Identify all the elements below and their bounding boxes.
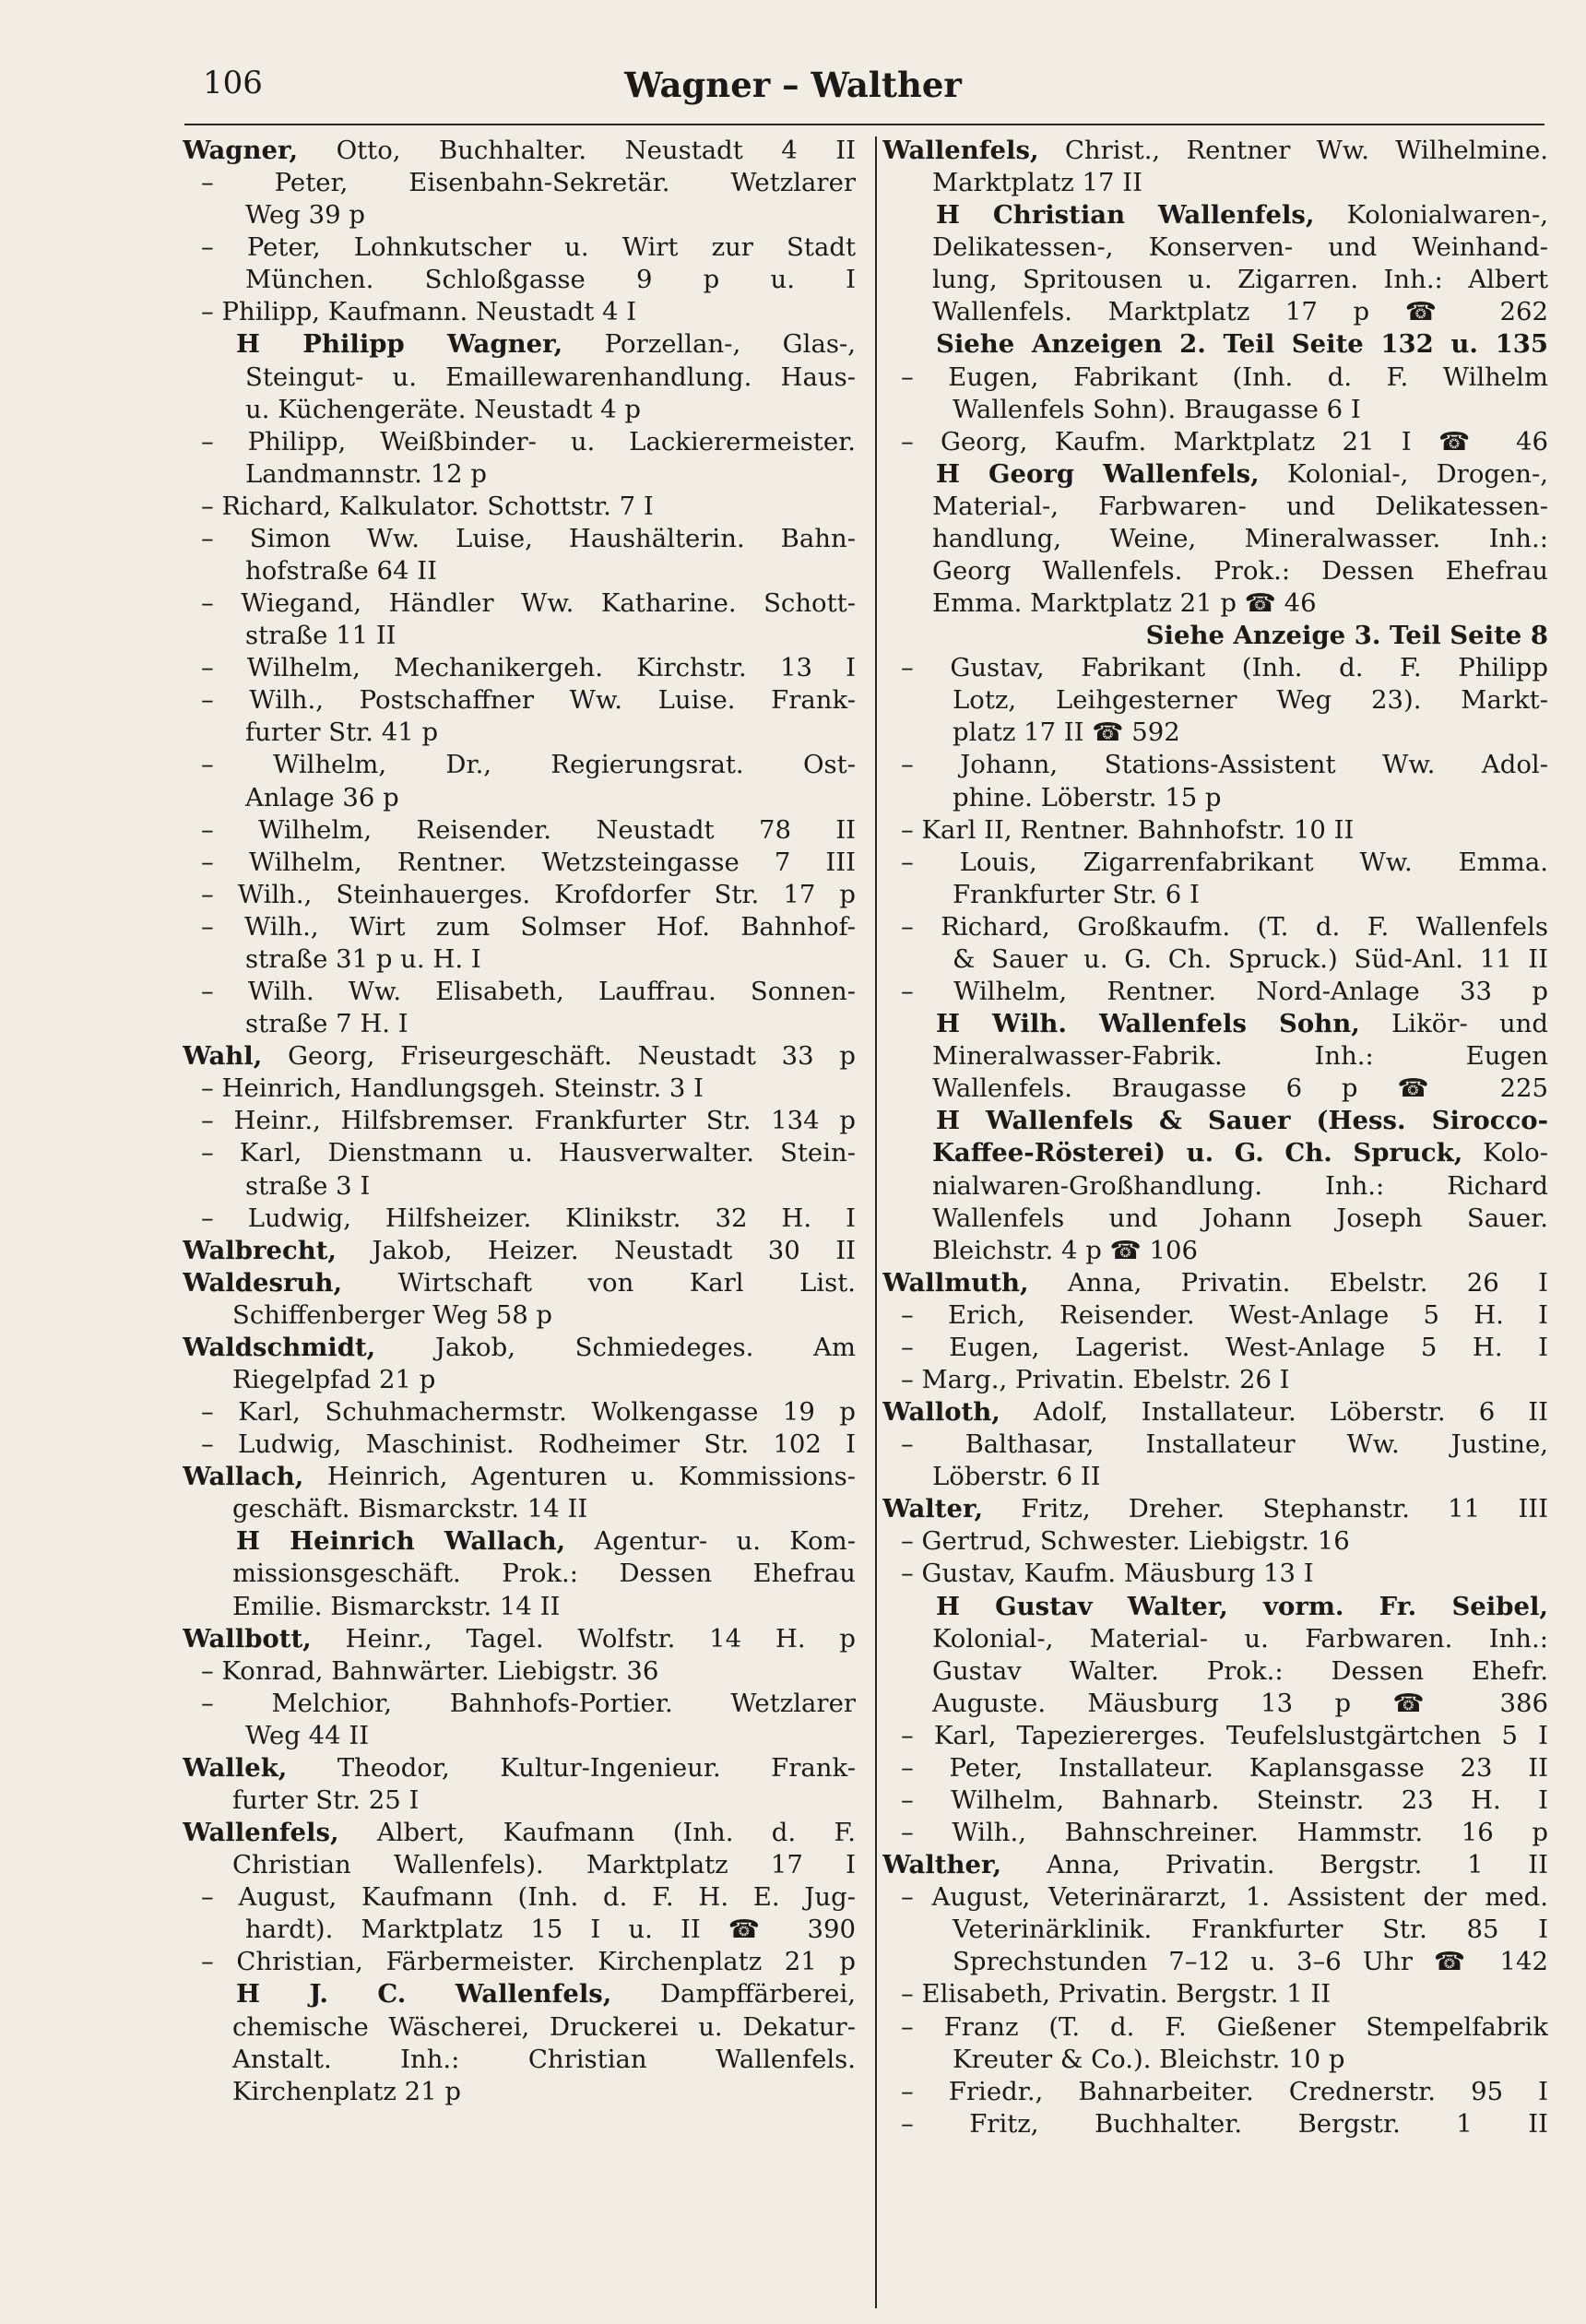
entry-name: H J. C. Wallenfels,: [236, 1979, 612, 2010]
directory-line: – Eugen, Fabrikant (Inh. d. F. Wilhelm: [901, 362, 1548, 392]
entry-name: Walther,: [882, 1850, 1002, 1880]
directory-line: Walbrecht, Jakob, Heizer. Neustadt 30 II: [183, 1235, 856, 1265]
directory-line: Bleichstr. 4 p ☎ 106: [932, 1235, 1199, 1265]
directory-line: & Sauer u. G. Ch. Spruck.) Süd-Anl. 11 II: [953, 943, 1548, 974]
directory-line: Veterinärklinik. Frankfurter Str. 85 I: [953, 1915, 1548, 1945]
directory-line: Landmannstr. 12 p: [245, 458, 487, 489]
directory-line: – Franz (T. d. F. Gießener Stempelfabrik: [901, 2011, 1548, 2042]
entry-name: Wallenfels,: [183, 1818, 339, 1848]
directory-line: Emilie. Bismarckstr. 14 II: [232, 1591, 561, 1621]
directory-line: Weg 44 II: [245, 1720, 370, 1750]
running-title: Wagner – Walther: [624, 65, 962, 105]
directory-line: Wallach, Heinrich, Agenturen u. Kommissions-: [183, 1462, 856, 1492]
directory-line: Riegelpfad 21 p: [232, 1364, 436, 1394]
directory-line: – Wilhelm, Rentner. Wetzsteingasse 7 III: [201, 847, 856, 877]
directory-line: – Eugen, Lagerist. West-Anlage 5 H. I: [901, 1332, 1548, 1362]
entry-name: Siehe Anzeigen 2. Teil Seite 132 u. 135: [936, 329, 1548, 360]
entry-name: H Heinrich Wallach,: [236, 1526, 566, 1557]
directory-line: München. Schloßgasse 9 p u. I: [245, 265, 856, 295]
directory-line: Waldesruh, Wirtschaft von Karl List.: [183, 1267, 856, 1298]
directory-line: Löberstr. 6 II: [932, 1462, 1101, 1492]
directory-line: Mineralwasser-Fabrik. Inh.: Eugen: [932, 1041, 1548, 1072]
directory-line: – Gustav, Fabrikant (Inh. d. F. Philipp: [901, 653, 1548, 683]
entry-name: Walter,: [882, 1494, 984, 1524]
directory-line: hardt). Marktplatz 15 I u. II ☎ 390: [245, 1915, 856, 1945]
directory-line: Lotz, Leihgesterner Weg 23). Markt-: [953, 685, 1548, 716]
directory-line: Gustav Walter. Prok.: Dessen Ehefr.: [932, 1655, 1548, 1686]
directory-line: – Erich, Reisender. West-Anlage 5 H. I: [901, 1299, 1548, 1330]
directory-line: – Simon Ww. Luise, Haushälterin. Bahn-: [201, 523, 856, 553]
directory-line: – Wilh. Ww. Elisabeth, Lauffrau. Sonnen-: [201, 977, 856, 1007]
directory-line: – Wiegand, Händler Ww. Katharine. Schott-: [201, 588, 856, 619]
directory-line: Wallenfels. Braugasse 6 p ☎ 225: [932, 1073, 1548, 1104]
directory-line: – Georg, Kaufm. Marktplatz 21 I ☎ 46: [901, 426, 1548, 456]
directory-line: Delikatessen-, Konserven- und Weinhand-: [932, 232, 1548, 263]
entry-name: Walbrecht,: [183, 1235, 337, 1265]
entry-name: Siehe Anzeige 3. Teil Seite 8: [1145, 621, 1548, 651]
directory-line: – Gertrud, Schwester. Liebigstr. 16: [901, 1526, 1350, 1557]
directory-line: – Louis, Zigarrenfabrikant Ww. Emma.: [901, 847, 1548, 877]
directory-line: Auguste. Mäusburg 13 p ☎ 386: [932, 1688, 1548, 1718]
entry-name: Wallach,: [183, 1462, 304, 1492]
directory-line: Sprechstunden 7–12 u. 3–6 Uhr ☎ 142: [953, 1947, 1548, 1977]
directory-line: – Heinr., Hilfsbremser. Frankfurter Str. 134 p: [201, 1106, 856, 1136]
directory-line: – Philipp, Weißbinder- u. Lackierermeister.: [201, 426, 856, 456]
directory-line: straße 7 H. I: [245, 1009, 408, 1039]
directory-line: H Georg Wallenfels, Kolonial-, Drogen-,: [936, 458, 1548, 489]
directory-line: hofstraße 64 II: [245, 556, 437, 587]
directory-line: – Wilhelm, Bahnarb. Steinstr. 23 H. I: [901, 1784, 1548, 1815]
directory-line: furter Str. 25 I: [232, 1784, 420, 1815]
directory-line: straße 31 p u. H. I: [245, 943, 481, 974]
entry-name: H Christian Wallenfels,: [936, 200, 1315, 231]
directory-line: – Fritz, Buchhalter. Bergstr. 1 II: [901, 2108, 1548, 2139]
directory-line: Emma. Marktplatz 21 p ☎ 46: [932, 588, 1317, 619]
entry-name: H Philipp Wagner,: [236, 329, 563, 360]
directory-line: Walther, Anna, Privatin. Bergstr. 1 II: [882, 1850, 1548, 1880]
directory-line: nialwaren-Großhandlung. Inh.: Richard: [932, 1170, 1548, 1201]
entry-name: H Wallenfels & Sauer (Hess. Sirocco-: [936, 1106, 1548, 1136]
column-divider: [875, 136, 877, 2308]
entry-name: Waldschmidt,: [183, 1332, 376, 1362]
directory-line: Schiffenberger Weg 58 p: [232, 1299, 553, 1330]
directory-line: – Heinrich, Handlungsgeh. Steinstr. 3 I: [201, 1073, 704, 1104]
directory-line: H Wilh. Wallenfels Sohn, Likör- und: [936, 1009, 1548, 1039]
directory-line: – Friedr., Bahnarbeiter. Crednerstr. 95 I: [901, 2076, 1548, 2106]
directory-line: chemische Wäscherei, Druckerei u. Dekatur-: [232, 2011, 856, 2042]
directory-line: – Melchior, Bahnhofs-Portier. Wetzlarer: [201, 1688, 856, 1718]
directory-line: Frankfurter Str. 6 I: [953, 879, 1200, 909]
directory-line: Anlage 36 p: [245, 782, 399, 812]
directory-line: u. Küchengeräte. Neustadt 4 p: [245, 394, 642, 424]
directory-line: – August, Veterinärarzt, 1. Assistent der med.: [901, 1882, 1548, 1913]
directory-line: H Heinrich Wallach, Agentur- u. Kom-: [236, 1526, 856, 1557]
directory-line: – Ludwig, Hilfsheizer. Klinikstr. 32 H. I: [201, 1203, 856, 1233]
directory-line: phine. Löberstr. 15 p: [953, 782, 1222, 812]
entry-name: Kaffee-Rösterei) u. G. Ch. Spruck,: [932, 1138, 1463, 1168]
directory-line: Kaffee-Rösterei) u. G. Ch. Spruck, Kolo-: [932, 1138, 1548, 1168]
entry-name: H Wilh. Wallenfels Sohn,: [936, 1009, 1360, 1039]
directory-line: Kreuter & Co.). Bleichstr. 10 p: [953, 2044, 1345, 2074]
directory-line: Wallenfels, Albert, Kaufmann (Inh. d. F.: [183, 1818, 856, 1848]
directory-line: Wagner, Otto, Buchhalter. Neustadt 4 II: [183, 136, 856, 165]
directory-line: Georg Wallenfels. Prok.: Dessen Ehefrau: [932, 556, 1548, 587]
directory-line: H J. C. Wallenfels, Dampffärberei,: [236, 1979, 856, 2010]
directory-line: – Karl, Dienstmann u. Hausverwalter. Stein-: [201, 1138, 856, 1168]
entry-name: Wallmuth,: [882, 1267, 1029, 1298]
right-column: [882, 135, 1548, 2140]
directory-line: – Karl II, Rentner. Bahnhofstr. 10 II: [901, 814, 1355, 845]
directory-line: – Johann, Stations-Assistent Ww. Adol-: [901, 750, 1548, 780]
directory-line: – Peter, Installateur. Kaplansgasse 23 II: [901, 1752, 1548, 1783]
entry-name: Wallenfels,: [882, 136, 1039, 165]
directory-line: – Christian, Färbermeister. Kirchenplatz 21 p: [201, 1947, 856, 1977]
directory-line: Marktplatz 17 II: [932, 168, 1142, 198]
directory-line: geschäft. Bismarckstr. 14 II: [232, 1494, 588, 1524]
directory-line: H Philipp Wagner, Porzellan-, Glas-,: [236, 329, 856, 360]
directory-line: – Karl, Tapeziererges. Teufelslustgärtchen 5 I: [901, 1720, 1548, 1750]
directory-line: – Richard, Großkaufm. (T. d. F. Wallenfels: [901, 911, 1548, 942]
directory-line: – Balthasar, Installateur Ww. Justine,: [901, 1429, 1548, 1460]
directory-line: – Philipp, Kaufmann. Neustadt 4 I: [201, 297, 637, 327]
directory-line: Wallbott, Heinr., Tagel. Wolfstr. 14 H. p: [183, 1623, 856, 1654]
directory-line: – Karl, Schuhmachermstr. Wolkengasse 19 p: [201, 1397, 856, 1428]
directory-line: – Marg., Privatin. Ebelstr. 26 I: [901, 1364, 1290, 1394]
entry-name: H Georg Wallenfels,: [936, 458, 1260, 489]
directory-line: [882, 620, 1548, 652]
directory-line: – Wilhelm, Dr., Regierungsrat. Ost-: [201, 750, 856, 780]
directory-line: Christian Wallenfels). Marktplatz 17 I: [232, 1850, 856, 1880]
directory-line: Walter, Fritz, Dreher. Stephanstr. 11 III: [882, 1494, 1548, 1524]
directory-line: Kolonial-, Material- u. Farbwaren. Inh.:: [932, 1623, 1548, 1654]
directory-line: – Elisabeth, Privatin. Bergstr. 1 II: [901, 1979, 1332, 2010]
entry-name: Wagner,: [183, 136, 299, 165]
directory-line: furter Str. 41 p: [245, 717, 439, 748]
directory-line: – Wilh., Postschaffner Ww. Luise. Frank-: [201, 685, 856, 716]
directory-line: H Christian Wallenfels, Kolonialwaren-,: [936, 200, 1548, 231]
header-rule: [184, 124, 1545, 125]
entry-name: Wallek,: [183, 1752, 288, 1783]
directory-line: Weg 39 p: [245, 200, 365, 231]
directory-line: [882, 328, 1548, 361]
directory-line: Anstalt. Inh.: Christian Wallenfels.: [232, 2044, 856, 2074]
directory-line: Wallenfels. Marktplatz 17 p ☎ 262: [932, 297, 1548, 327]
directory-line: Wallenfels Sohn). Braugasse 6 I: [953, 394, 1361, 424]
entry-name: Wallbott,: [183, 1623, 312, 1654]
directory-line: – Gustav, Kaufm. Mäusburg 13 I: [901, 1559, 1314, 1589]
directory-line: – Konrad, Bahnwärter. Liebigstr. 36: [201, 1655, 659, 1686]
directory-line: – Peter, Eisenbahn-Sekretär. Wetzlarer: [201, 168, 856, 198]
page-number: 106: [203, 65, 263, 101]
directory-line: Walloth, Adolf, Installateur. Löberstr. 6 II: [882, 1397, 1548, 1428]
directory-line: – Richard, Kalkulator. Schottstr. 7 I: [201, 491, 654, 521]
directory-line: Wahl, Georg, Friseurgeschäft. Neustadt 33 p: [183, 1041, 856, 1072]
directory-line: – Wilh., Wirt zum Solmser Hof. Bahnhof-: [201, 911, 856, 942]
directory-line: lung, Spritousen u. Zigarren. Inh.: Albert: [932, 265, 1548, 295]
directory-line: straße 11 II: [245, 621, 396, 651]
directory-line: Wallek, Theodor, Kultur-Ingenieur. Frank-: [183, 1752, 856, 1783]
directory-line: Wallmuth, Anna, Privatin. Ebelstr. 26 I: [882, 1267, 1548, 1298]
directory-line: – Peter, Lohnkutscher u. Wirt zur Stadt: [201, 232, 856, 263]
directory-line: – Wilhelm, Mechanikergeh. Kirchstr. 13 I: [201, 653, 856, 683]
entry-name: Waldesruh,: [183, 1267, 343, 1298]
directory-line: – Wilh., Steinhauerges. Krofdorfer Str. 17 p: [201, 879, 856, 909]
directory-line: Kirchenplatz 21 p: [232, 2076, 461, 2106]
directory-line: Steingut- u. Emaillewarenhandlung. Haus-: [245, 362, 856, 392]
directory-line: – Wilhelm, Reisender. Neustadt 78 II: [201, 814, 856, 845]
directory-line: Wallenfels und Johann Joseph Sauer.: [932, 1203, 1548, 1233]
directory-line: Wallenfels, Christ., Rentner Ww. Wilhelmine.: [882, 136, 1548, 165]
directory-line: missionsgeschäft. Prok.: Dessen Ehefrau: [232, 1559, 856, 1589]
directory-line: – Wilhelm, Rentner. Nord-Anlage 33 p: [901, 977, 1548, 1007]
directory-line: Material-, Farbwaren- und Delikatessen-: [932, 491, 1548, 521]
directory-line: – August, Kaufmann (Inh. d. F. H. E. Jug-: [201, 1882, 856, 1913]
entry-name: Walloth,: [882, 1397, 1000, 1428]
directory-line: – Wilh., Bahnschreiner. Hammstr. 16 p: [901, 1818, 1548, 1848]
directory-line: [882, 1591, 1548, 1623]
entry-name: Wahl,: [183, 1041, 263, 1072]
directory-line: – Ludwig, Maschinist. Rodheimer Str. 102 I: [201, 1429, 856, 1460]
directory-line: Waldschmidt, Jakob, Schmiedeges. Am: [183, 1332, 856, 1362]
entry-name: H Gustav Walter, vorm. Fr. Seibel,: [936, 1591, 1548, 1621]
directory-line: straße 3 I: [245, 1170, 371, 1201]
left-column: [183, 135, 856, 2108]
directory-line: platz 17 II ☎ 592: [953, 717, 1180, 748]
directory-line: handlung, Weine, Mineralwasser. Inh.:: [932, 523, 1548, 553]
directory-line: [882, 1105, 1548, 1137]
